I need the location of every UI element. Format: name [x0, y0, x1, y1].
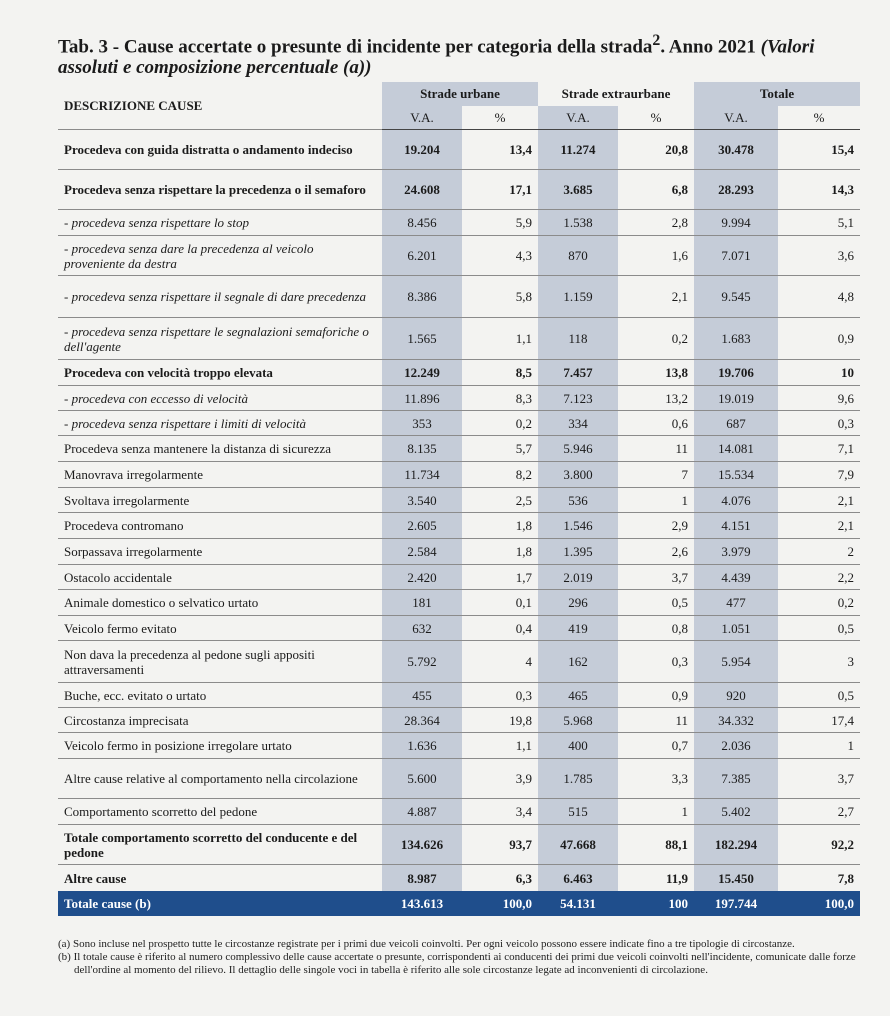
header-urban-pct: %: [462, 106, 538, 130]
cell-extra-pct: 7: [618, 462, 694, 488]
cell-urban-va: 5.600: [382, 759, 462, 799]
cell-urban-pct: 3,4: [462, 799, 538, 825]
table-title: [58, 30, 868, 78]
cell-urban-va: 134.626: [382, 825, 462, 865]
cell-extra-pct: 0,7: [618, 733, 694, 759]
cell-urban-va: 8.135: [382, 436, 462, 462]
cell-total-va: 687: [694, 411, 778, 436]
cell-extra-va: 400: [538, 733, 618, 759]
total-description: Totale cause (b): [58, 892, 382, 917]
cell-total-pct: 3,6: [778, 236, 860, 276]
cell-total-pct: 0,9: [778, 318, 860, 360]
cell-extra-va: 1.395: [538, 539, 618, 565]
cell-total-pct: 4,8: [778, 276, 860, 318]
total-cell: 197.744: [694, 892, 778, 917]
cell-extra-pct: 20,8: [618, 130, 694, 170]
header-extra-pct: %: [618, 106, 694, 130]
row-description: - procedeva senza rispettare il segnale di dare precedenza: [58, 276, 382, 318]
cell-total-pct: 7,8: [778, 865, 860, 892]
cell-urban-pct: 1,1: [462, 733, 538, 759]
cell-total-va: 920: [694, 683, 778, 708]
cell-total-pct: 0,5: [778, 683, 860, 708]
cell-total-va: 19.706: [694, 360, 778, 386]
cell-urban-va: 8.987: [382, 865, 462, 892]
row-description: Buche, ecc. evitato o urtato: [58, 683, 382, 708]
table-row: [58, 539, 860, 565]
cell-total-pct: 2,1: [778, 488, 860, 513]
header-urban: Strade urbane: [382, 82, 538, 106]
cell-total-va: 3.979: [694, 539, 778, 565]
cell-extra-pct: 0,5: [618, 590, 694, 616]
row-description: Procedeva senza mantenere la distanza di sicurezza: [58, 436, 382, 462]
cell-extra-pct: 6,8: [618, 170, 694, 210]
table-row: [58, 799, 860, 825]
cell-total-pct: 17,4: [778, 708, 860, 733]
row-description: - procedeva senza rispettare lo stop: [58, 210, 382, 236]
cell-extra-pct: 11: [618, 708, 694, 733]
cell-urban-va: 12.249: [382, 360, 462, 386]
cell-urban-va: 11.734: [382, 462, 462, 488]
cell-urban-va: 8.386: [382, 276, 462, 318]
table-body: [58, 130, 860, 917]
cell-extra-pct: 1: [618, 488, 694, 513]
cell-total-va: 28.293: [694, 170, 778, 210]
cell-extra-pct: 13,2: [618, 386, 694, 411]
table-row: [58, 590, 860, 616]
table-row: [58, 386, 860, 411]
cell-extra-va: 536: [538, 488, 618, 513]
cell-extra-pct: 1,6: [618, 236, 694, 276]
header-urban-va: V.A.: [382, 106, 462, 130]
cell-urban-va: 1.636: [382, 733, 462, 759]
cell-total-pct: 7,9: [778, 462, 860, 488]
footnotes: [58, 938, 858, 977]
cell-total-pct: 0,5: [778, 616, 860, 641]
table-row: [58, 276, 860, 318]
cell-total-va: 1.051: [694, 616, 778, 641]
total-cell: 143.613: [382, 892, 462, 917]
row-description: Animale domestico o selvatico urtato: [58, 590, 382, 616]
cell-extra-pct: 13,8: [618, 360, 694, 386]
cell-extra-pct: 2,6: [618, 539, 694, 565]
table-row: [58, 565, 860, 590]
row-description: Veicolo fermo in posizione irregolare urtato: [58, 733, 382, 759]
cell-urban-pct: 8,3: [462, 386, 538, 411]
cell-total-pct: 0,2: [778, 590, 860, 616]
cell-urban-va: 3.540: [382, 488, 462, 513]
cell-urban-pct: 1,8: [462, 539, 538, 565]
cell-extra-pct: 11: [618, 436, 694, 462]
table-row: [58, 825, 860, 865]
cell-total-pct: 10: [778, 360, 860, 386]
cell-urban-va: 28.364: [382, 708, 462, 733]
cell-urban-pct: 3,9: [462, 759, 538, 799]
table-row: [58, 360, 860, 386]
cell-total-va: 14.081: [694, 436, 778, 462]
cell-urban-va: 8.456: [382, 210, 462, 236]
cell-urban-pct: 1,7: [462, 565, 538, 590]
cell-extra-va: 1.546: [538, 513, 618, 539]
table-row: [58, 759, 860, 799]
cell-total-pct: 7,1: [778, 436, 860, 462]
cell-urban-pct: 19,8: [462, 708, 538, 733]
row-description: Procedeva senza rispettare la precedenza o il semaforo: [58, 170, 382, 210]
cell-total-va: 9.545: [694, 276, 778, 318]
row-description: Comportamento scorretto del pedone: [58, 799, 382, 825]
table-row: [58, 210, 860, 236]
table-row: [58, 318, 860, 360]
title-year: . Anno 2021: [660, 36, 756, 58]
cell-extra-va: 419: [538, 616, 618, 641]
cell-total-va: 15.534: [694, 462, 778, 488]
cell-total-pct: 5,1: [778, 210, 860, 236]
cell-urban-pct: 5,8: [462, 276, 538, 318]
cell-extra-va: 3.685: [538, 170, 618, 210]
total-cell: 100,0: [462, 892, 538, 917]
cell-total-va: 7.071: [694, 236, 778, 276]
row-description: Ostacolo accidentale: [58, 565, 382, 590]
cell-extra-va: 47.668: [538, 825, 618, 865]
cell-total-pct: 3,7: [778, 759, 860, 799]
row-description: Circostanza imprecisata: [58, 708, 382, 733]
table-row: [58, 641, 860, 683]
cell-urban-va: 5.792: [382, 641, 462, 683]
cell-urban-va: 353: [382, 411, 462, 436]
table-row: [58, 170, 860, 210]
footnote-a: (a) Sono incluse nel prospetto tutte le circostanze registrate per i primi due veicoli coinvolti. Per ogni veicolo possono essere indicate fino a tre tipologie di circostanze.: [58, 938, 795, 950]
cell-extra-pct: 88,1: [618, 825, 694, 865]
cell-urban-va: 2.420: [382, 565, 462, 590]
table-row: [58, 130, 860, 170]
title-footnote-ref: 2: [652, 32, 661, 49]
row-description: Svoltava irregolarmente: [58, 488, 382, 513]
cell-extra-pct: 0,2: [618, 318, 694, 360]
cell-extra-va: 11.274: [538, 130, 618, 170]
cell-urban-pct: 0,1: [462, 590, 538, 616]
title-text: Tab. 3 - Cause accertate o presunte di incidente per categoria della strada: [58, 36, 653, 58]
cell-total-va: 4.076: [694, 488, 778, 513]
cell-total-pct: 2,1: [778, 513, 860, 539]
cell-extra-va: 515: [538, 799, 618, 825]
cell-extra-va: 6.463: [538, 865, 618, 892]
cell-extra-va: 5.946: [538, 436, 618, 462]
cell-extra-va: 118: [538, 318, 618, 360]
row-description: - procedeva senza dare la precedenza al veicolo proveniente da destra: [58, 236, 382, 276]
footnote-b: (b) Il totale cause è riferito al numero complessivo delle cause accertate o presunte, corrispondenti ai conducenti dei primi due veicoli coinvolti nell'incidente, comunicate dalle forze dell'ordine al momento del rilievo. Il dettaglio delle singole voci in tabella è riferito alle sole circostanze legate ad inconvenienti di circolazione.: [58, 951, 856, 976]
cell-total-pct: 2: [778, 539, 860, 565]
row-description: - procedeva con eccesso di velocità: [58, 386, 382, 411]
cell-extra-va: 3.800: [538, 462, 618, 488]
cell-urban-pct: 0,4: [462, 616, 538, 641]
row-description: Sorpassava irregolarmente: [58, 539, 382, 565]
cell-urban-pct: 4,3: [462, 236, 538, 276]
cell-extra-pct: 2,9: [618, 513, 694, 539]
row-description: Veicolo fermo evitato: [58, 616, 382, 641]
cell-extra-pct: 11,9: [618, 865, 694, 892]
cell-total-va: 34.332: [694, 708, 778, 733]
cell-total-pct: 14,3: [778, 170, 860, 210]
cell-extra-pct: 3,7: [618, 565, 694, 590]
cell-urban-va: 24.608: [382, 170, 462, 210]
cell-urban-pct: 0,2: [462, 411, 538, 436]
cell-total-va: 15.450: [694, 865, 778, 892]
cell-urban-pct: 1,1: [462, 318, 538, 360]
header-total: Totale: [694, 82, 860, 106]
cell-urban-pct: 5,9: [462, 210, 538, 236]
row-description: Altre cause: [58, 865, 382, 892]
cell-urban-va: 6.201: [382, 236, 462, 276]
cell-total-pct: 2,2: [778, 565, 860, 590]
cell-extra-pct: 3,3: [618, 759, 694, 799]
total-cell: 100,0: [778, 892, 860, 917]
cell-extra-va: 296: [538, 590, 618, 616]
cell-extra-va: 2.019: [538, 565, 618, 590]
cell-total-va: 5.954: [694, 641, 778, 683]
cell-total-va: 2.036: [694, 733, 778, 759]
cell-total-pct: 9,6: [778, 386, 860, 411]
total-row: [58, 892, 860, 917]
table-row: [58, 462, 860, 488]
cell-total-va: 4.151: [694, 513, 778, 539]
cell-urban-va: 11.896: [382, 386, 462, 411]
cell-urban-va: 181: [382, 590, 462, 616]
cell-total-va: 30.478: [694, 130, 778, 170]
cell-total-va: 19.019: [694, 386, 778, 411]
cell-urban-va: 632: [382, 616, 462, 641]
cell-urban-va: 19.204: [382, 130, 462, 170]
table-row: [58, 436, 860, 462]
cell-extra-va: 162: [538, 641, 618, 683]
table-row: [58, 411, 860, 436]
cell-total-pct: 1: [778, 733, 860, 759]
cell-urban-pct: 4: [462, 641, 538, 683]
title-subtitle: (Valori assoluti e composizione percentuale (a)): [58, 36, 815, 79]
cell-urban-pct: 0,3: [462, 683, 538, 708]
cell-extra-pct: 0,3: [618, 641, 694, 683]
cell-urban-va: 455: [382, 683, 462, 708]
header-total-pct: %: [778, 106, 860, 130]
cell-urban-pct: 1,8: [462, 513, 538, 539]
cell-urban-va: 2.584: [382, 539, 462, 565]
table-row: [58, 616, 860, 641]
row-description: Procedeva contromano: [58, 513, 382, 539]
cell-urban-pct: 17,1: [462, 170, 538, 210]
header-description: DESCRIZIONE CAUSE: [64, 97, 203, 113]
cell-urban-pct: 8,5: [462, 360, 538, 386]
cell-total-va: 1.683: [694, 318, 778, 360]
cell-urban-va: 1.565: [382, 318, 462, 360]
cell-total-va: 182.294: [694, 825, 778, 865]
header-total-va: V.A.: [694, 106, 778, 130]
cell-total-va: 7.385: [694, 759, 778, 799]
header-extraurban: Strade extraurbane: [561, 86, 671, 101]
cell-extra-pct: 0,6: [618, 411, 694, 436]
row-description: Procedeva con velocità troppo elevata: [58, 360, 382, 386]
cell-urban-pct: 2,5: [462, 488, 538, 513]
cell-urban-va: 2.605: [382, 513, 462, 539]
cell-extra-pct: 0,9: [618, 683, 694, 708]
cell-extra-pct: 0,8: [618, 616, 694, 641]
row-description: - procedeva senza rispettare i limiti di velocità: [58, 411, 382, 436]
row-description: - procedeva senza rispettare le segnalazioni semaforiche o dell'agente: [58, 318, 382, 360]
header-row-groups: [58, 82, 860, 106]
cell-urban-pct: 5,7: [462, 436, 538, 462]
cell-total-pct: 0,3: [778, 411, 860, 436]
cell-total-pct: 92,2: [778, 825, 860, 865]
cell-total-va: 9.994: [694, 210, 778, 236]
cell-extra-va: 1.785: [538, 759, 618, 799]
cell-extra-va: 7.123: [538, 386, 618, 411]
cell-extra-va: 1.538: [538, 210, 618, 236]
row-description: Manovrava irregolarmente: [58, 462, 382, 488]
cell-urban-pct: 13,4: [462, 130, 538, 170]
table-row: [58, 683, 860, 708]
cell-urban-pct: 8,2: [462, 462, 538, 488]
row-description: Non dava la precedenza al pedone sugli appositi attraversamenti: [58, 641, 382, 683]
cell-extra-va: 465: [538, 683, 618, 708]
total-cell: 54.131: [538, 892, 618, 917]
cell-urban-pct: 93,7: [462, 825, 538, 865]
table-row: [58, 865, 860, 892]
cell-extra-pct: 2,1: [618, 276, 694, 318]
cell-extra-pct: 2,8: [618, 210, 694, 236]
row-description: Procedeva con guida distratta o andamento indeciso: [58, 130, 382, 170]
cell-extra-va: 334: [538, 411, 618, 436]
cell-total-pct: 3: [778, 641, 860, 683]
cell-extra-va: 5.968: [538, 708, 618, 733]
cell-extra-va: 7.457: [538, 360, 618, 386]
table-row: [58, 708, 860, 733]
header-extra-va: V.A.: [538, 106, 618, 130]
row-description: Altre cause relative al comportamento nella circolazione: [58, 759, 382, 799]
total-cell: 100: [618, 892, 694, 917]
causes-table: [58, 82, 860, 916]
table-row: [58, 733, 860, 759]
cell-total-va: 477: [694, 590, 778, 616]
cell-total-va: 5.402: [694, 799, 778, 825]
row-description: Totale comportamento scorretto del conducente e del pedone: [58, 825, 382, 865]
cell-extra-va: 870: [538, 236, 618, 276]
table-row: [58, 513, 860, 539]
cell-total-pct: 15,4: [778, 130, 860, 170]
cell-total-va: 4.439: [694, 565, 778, 590]
cell-extra-pct: 1: [618, 799, 694, 825]
cell-urban-va: 4.887: [382, 799, 462, 825]
table-row: [58, 236, 860, 276]
table-row: [58, 488, 860, 513]
cell-urban-pct: 6,3: [462, 865, 538, 892]
cell-extra-va: 1.159: [538, 276, 618, 318]
cell-total-pct: 2,7: [778, 799, 860, 825]
